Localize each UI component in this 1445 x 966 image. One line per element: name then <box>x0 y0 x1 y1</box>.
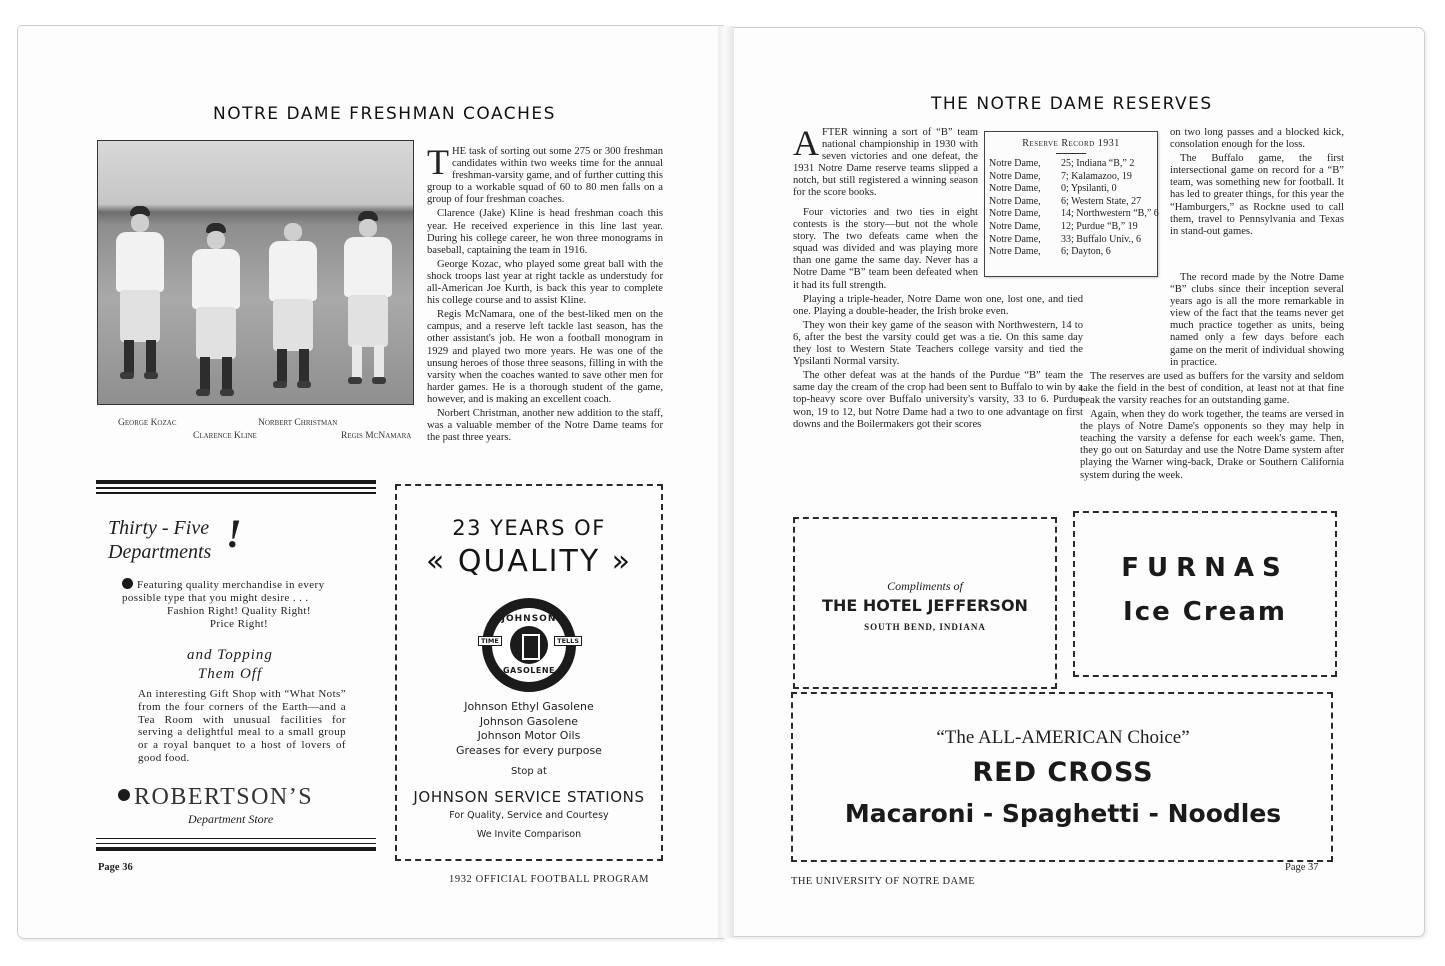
reserve-record-box <box>984 131 1158 277</box>
subheadline-line: and Topping <box>187 647 273 663</box>
hotel-location: SOUTH BEND, INDIANA <box>864 622 986 632</box>
ad-bottom-rules <box>96 838 376 851</box>
johnson-products <box>397 700 661 758</box>
headline-line: Departments <box>108 541 212 563</box>
article-paragraph: George Kozac, who played some great ball with the shock troops last year at right tackle as understudy for all-American Joe Kurth, is back this year to complete his college course and to assist Kline. <box>427 258 663 307</box>
product-line: Johnson Motor Oils <box>477 729 581 742</box>
johnson-stations: JOHNSON SERVICE STATIONS <box>413 788 645 806</box>
footer-page-36: Page 36 <box>98 862 133 873</box>
logo-top-text: JOHNSON <box>501 614 557 624</box>
subheadline-line: Them Off <box>197 666 263 682</box>
hourglass-icon <box>522 634 540 660</box>
record-row: Notre Dame, 7; Kalamazoo, 19 <box>989 170 1132 182</box>
johnson-years: 23 YEARS OF <box>452 516 606 540</box>
logo-bottom-text: GASOLENE <box>502 666 556 675</box>
bullet-icon <box>118 789 130 801</box>
furnas-name: FURNAS <box>1121 553 1289 583</box>
article-paragraph: Again, when they do work together, the teams are versed in the plays of Notre Dame's opponents so they may help in teaching the varsity a defense for each week's game. Then, they go out on Saturday and use the Notre Dame system after playing the Warner wing-back, Drake or Southern California system during the week. <box>1080 409 1344 481</box>
redcross-brand: RED CROSS <box>972 757 1154 788</box>
hotel-compliments: Compliments of <box>887 579 963 593</box>
reserves-article-col2-top <box>1170 127 1344 240</box>
freshman-coaches-article <box>427 142 663 446</box>
article-paragraph: Clarence (Jake) Kline is head freshman coach this year. He received experience in this line last year. During his college career, he won three monograms in baseball, captaining the team in 1916. <box>427 208 663 256</box>
coaches-photo <box>97 140 414 405</box>
article-paragraph: Playing a triple-header, Notre Dame won one, lost one, and tied one. Playing a double-header, the Irish broke even. <box>793 293 1083 317</box>
johnson-stop-at: Stop at <box>511 766 547 777</box>
article-paragraph: The reserves are used as buffers for the varsity and seldom take the field in the best of condition, at least not at that fine peak the varsity reaches for an outstanding game. <box>1080 370 1344 406</box>
robertsons-gift-text: An interesting Gift Shop with “What Nots” from the four corners of the Earth—and a Tea Room with unusual facilities for serving a delightful meal to a small group or a royal banquet to a host of lovers of good food. <box>138 688 346 764</box>
reserves-article-col2 <box>1080 272 1344 484</box>
article-paragraph: The record made by the Notre Dame “B” clubs since their inception several years ago is all the more remarkable in view of the fact that the teams never get much practice together as units, being named only a few days before each game on the merit of individual showing in practice. <box>1170 272 1344 368</box>
bullet-icon <box>122 578 133 589</box>
exclamation-mark: ! <box>226 511 242 556</box>
article-paragraph: They won their key game of the season with Northwestern, 14 to 6, after the best the varsity could get was a tie. On this same day they lost to Western State Teachers college varsity and tied the Ypsilanti Normal varsity. <box>793 319 1083 368</box>
record-row: Notre Dame, 6; Western State, 27 <box>989 195 1142 207</box>
dropcap: A <box>793 123 819 163</box>
left-page-title: NOTRE DAME FRESHMAN COACHES <box>213 104 556 124</box>
feature-line: Price Right! <box>209 618 269 630</box>
coach-figure <box>263 221 323 396</box>
record-row: Notre Dame, 0; Ypsilanti, 0 <box>989 183 1117 195</box>
johnson-invite: We Invite Comparison <box>476 829 582 840</box>
robertsons-name <box>118 784 313 811</box>
store-name: ROBERTSON’S <box>134 784 314 810</box>
caption-regis-mcnamara: Regis McNamara <box>341 431 412 441</box>
dropcap: T <box>427 142 449 182</box>
record-row: Notre Dame, 6; Dayton, 6 <box>989 246 1111 258</box>
johnson-gasolene-logo <box>481 598 579 692</box>
johnson-tagline: For Quality, Service and Courtesy <box>449 810 609 821</box>
reserves-article-col1-top <box>793 123 978 202</box>
furnas-ad-border <box>1073 511 1337 677</box>
redcross-slogan: “The ALL-AMERICAN Choice” <box>936 727 1190 748</box>
record-row: Notre Dame, 14; Northwestern “B,” 6 <box>989 208 1159 220</box>
caption-george-kozac: George Kozac <box>118 418 177 428</box>
caption-clarence-kline: Clarence Kline <box>193 431 257 441</box>
feature-text: Featuring quality merchandise in every possible type that you might desire . . . <box>122 579 325 604</box>
book-gutter <box>718 26 734 938</box>
footer-page-37: Page 37 <box>1285 862 1319 873</box>
johnson-quality: « QUALITY » <box>425 544 633 579</box>
footer-university: THE UNIVERSITY OF NOTRE DAME <box>791 876 976 887</box>
record-row: Notre Dame, 25; Indiana “B,” 2 <box>989 158 1135 169</box>
coach-figure <box>110 206 170 396</box>
article-paragraph: HE task of sorting out some 275 or 300 freshman candidates within two weeks time for the annual freshman-varsity game, and of further cutting this group to a workable squad of 60 to 80 men falls on a group of four freshman coaches. <box>427 146 663 206</box>
caption-norbert-christman: Norbert Christman <box>258 418 338 428</box>
furnas-product: Ice Cream <box>1123 597 1287 627</box>
footer-program: 1932 OFFICIAL FOOTBALL PROGRAM <box>449 874 650 885</box>
record-row: Notre Dame, 33; Buffalo Univ., 6 <box>989 233 1141 245</box>
robertsons-feature <box>122 578 356 631</box>
article-paragraph: The Buffalo game, the first intersectional game on record for a “B” team, was something new for football. It has led to greater things, for this year the “Hamburgers,” as Rockne used to call them, travel to Pennsylvania and Texas in stand-out games. <box>1170 153 1344 237</box>
hotel-name: THE HOTEL JEFFERSON <box>822 596 1028 615</box>
ad-top-rules <box>96 480 376 494</box>
robertsons-store-type: Department Store <box>188 812 274 826</box>
right-page-title: THE NOTRE DAME RESERVES <box>931 94 1213 114</box>
feature-line: Fashion Right! Quality Right! <box>167 605 311 617</box>
robertsons-subheadline <box>130 646 330 684</box>
article-paragraph: Regis McNamara, one of the best-liked men on the campus, and a reserve left tackle last season, has the other assistant's job. He won a football monogram in 1929 and played two more years. He was one of the unsung heroes of those three seasons, filling in with the varsity when the coaches wanted to save other men for harder games. He is a thorough student of the game, however, and is making an excellent coach. <box>427 309 663 405</box>
record-row: Notre Dame, 12; Purdue “B,” 19 <box>989 220 1138 232</box>
logo-wing-left: TIME <box>478 636 502 646</box>
redcross-products: Macaroni - Spaghetti - Noodles <box>844 799 1282 828</box>
record-title: Reserve Record 1931 <box>1022 138 1120 149</box>
logo-wing-right: TELLS <box>554 636 582 646</box>
product-line: Johnson Gasolene <box>479 714 579 728</box>
article-paragraph: on two long passes and a blocked kick, consolation enough for the loss. <box>1170 127 1344 151</box>
article-paragraph: Norbert Christman, another new addition to the staff, was a valuable member of the Notre Dame teams for the past three years. <box>427 407 663 444</box>
article-paragraph: The other defeat was at the hands of the Purdue “B” team the same day the cream of the crop had been sent to Buffalo to win by a top-heavy score over Buffalo university's varsity, 33 to 6. Purdue won, 19 to 12, but Notre Dame had a two to one advantage on first downs and the Boilermakers got their scores <box>793 370 1083 430</box>
product-line: Johnson Ethyl Gasolene <box>464 700 594 713</box>
robertsons-headline <box>108 516 211 564</box>
article-paragraph: Four victories and two ties in eight contests is the story—but not the whole story. The two defeats came when the squad was divided and was playing more than one game the same day. Never has a Notre Dame “B” team been defeated when it had its full strength. <box>793 207 978 291</box>
article-paragraph: FTER winning a sort of “B” team national championship in 1930 with seven victories and one defeat, the 1931 Notre Dame reserve teams slipped a notch, but still registered a winning season for the score books. <box>793 127 978 199</box>
product-line: Greases for every purpose <box>456 743 602 757</box>
headline-line: Thirty - Five <box>108 517 210 539</box>
coach-figure <box>186 223 246 396</box>
coach-figure <box>338 211 398 396</box>
